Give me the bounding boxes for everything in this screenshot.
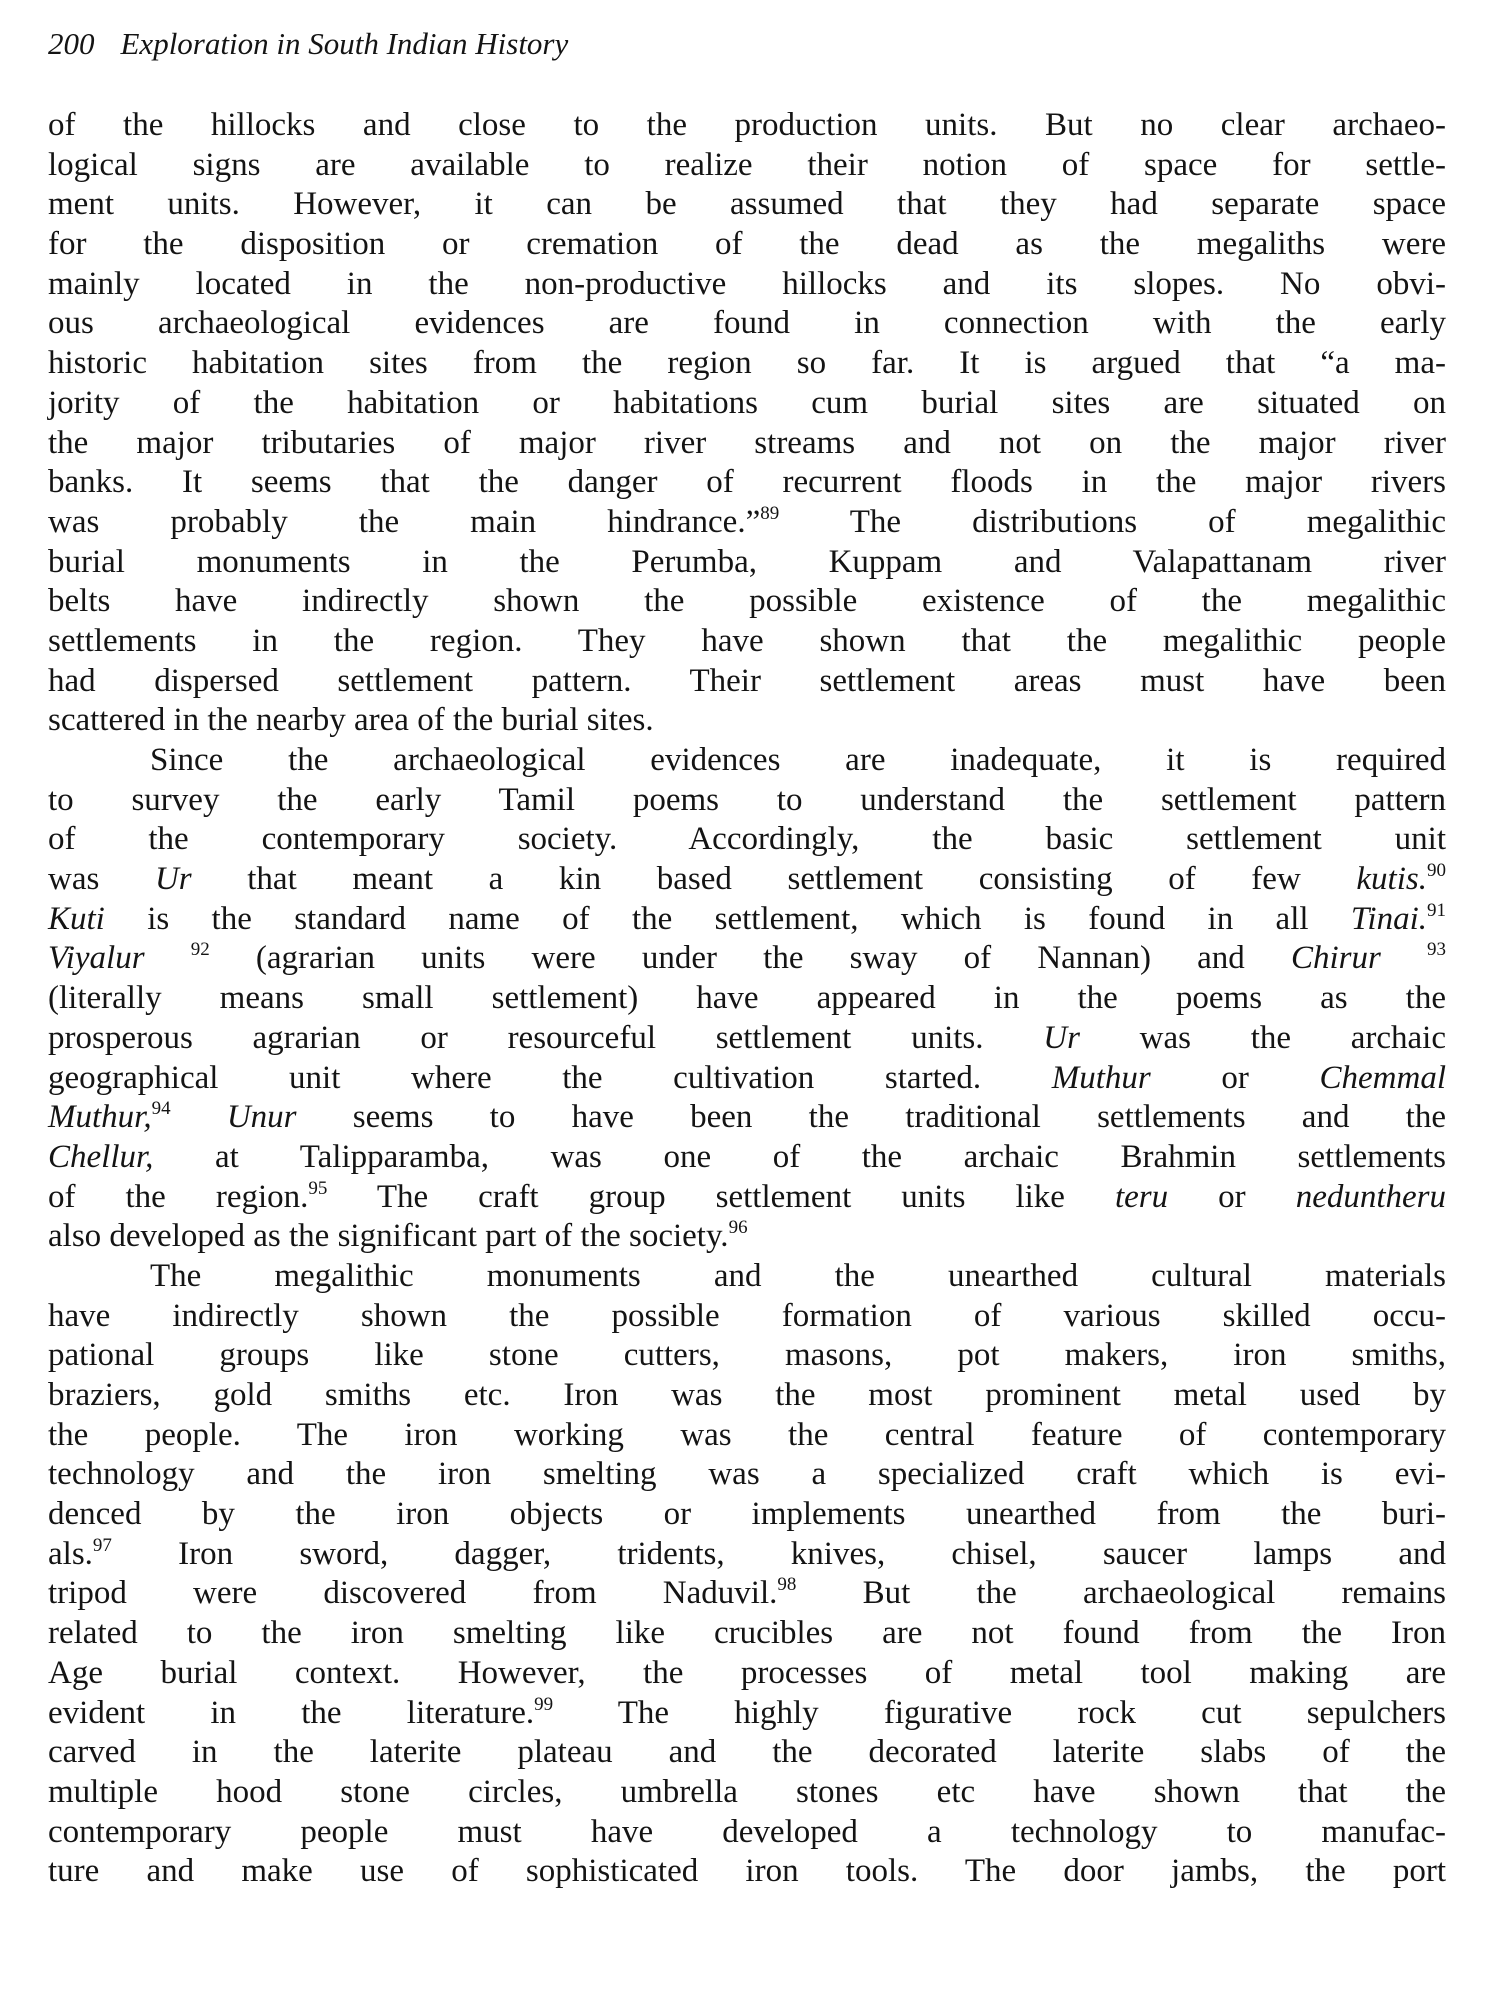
text-line: [48, 185, 1446, 225]
text-run: geographical unit where the cultivation started.: [48, 1059, 1052, 1096]
text-run: banks. It seems that the danger of recurrent floods in the major rivers: [48, 464, 1446, 501]
text-run: logical signs are available to realize their notion of space for settle-: [48, 146, 1446, 183]
italic-term: Ur: [1043, 1019, 1080, 1056]
text-run: for the disposition or cremation of the dead as the megaliths were: [48, 226, 1446, 263]
text-run: scattered in the nearby area of the burial sites.: [48, 702, 654, 739]
text-run: related to the iron smelting like crucibles are not found from the Iron: [48, 1615, 1446, 1652]
italic-term: Kuti: [48, 900, 105, 937]
text-run: also developed as the significant part of the society.: [48, 1218, 729, 1255]
text-line: [48, 424, 1446, 464]
text-run: the major tributaries of major river streams and not on the major river: [48, 424, 1446, 461]
text-run: or: [1150, 1059, 1320, 1096]
text-line: [48, 1852, 1446, 1892]
italic-term: Muthur,: [48, 1099, 152, 1136]
page-number: 200: [48, 26, 95, 61]
text-line: [48, 265, 1446, 305]
text-run: The craft group settlement units like: [327, 1178, 1115, 1215]
text-run: denced by the iron objects or implements unearthed from the buri-: [48, 1496, 1446, 1533]
text-line: [48, 463, 1446, 503]
text-line: [48, 1495, 1446, 1535]
text-line: [48, 939, 1446, 979]
text-line: [48, 1416, 1446, 1456]
text-run: to survey the early Tamil poems to understand the settlement pattern: [48, 781, 1446, 818]
text-line: [48, 1733, 1446, 1773]
footnote-ref: 97: [92, 1534, 112, 1556]
italic-term: Muthur: [1051, 1059, 1151, 1096]
footnote-ref: 92: [190, 939, 210, 961]
text-line: [48, 384, 1446, 424]
text-line: [48, 1336, 1446, 1376]
text-line: [48, 741, 1446, 781]
text-run: [1381, 940, 1427, 976]
text-line: [48, 860, 1446, 900]
text-line: [48, 662, 1446, 702]
body-text: [48, 106, 1446, 1892]
text-run: Age burial context. However, the processes of metal tool making are: [48, 1654, 1446, 1691]
text-line: [48, 543, 1446, 583]
footnote-ref: 91: [1427, 899, 1446, 921]
text-line: [48, 503, 1446, 543]
italic-term: Ur: [154, 861, 192, 898]
book-title: Exploration in South Indian History: [120, 26, 569, 61]
text-run: ture and make use of sophisticated iron tools. The door jambs, the port: [48, 1853, 1446, 1890]
text-run: is the standard name of the settlement, which is found in all: [104, 900, 1351, 937]
text-line: [48, 820, 1446, 860]
text-run: was probably the main hindrance.”: [48, 503, 761, 540]
text-run: jority of the habitation or habitations cum burial sites are situated on: [48, 384, 1446, 421]
text-line: [48, 1297, 1446, 1337]
text-run: prosperous agrarian or resourceful settlement units.: [48, 1019, 1044, 1056]
text-line: [48, 1178, 1446, 1218]
text-line: [48, 1773, 1446, 1813]
text-line: [48, 701, 1446, 741]
text-run: (agrarian units were under the sway of Nannan) and: [209, 940, 1291, 977]
text-line: [48, 1654, 1446, 1694]
text-run: or: [1168, 1178, 1296, 1215]
text-run: ment units. However, it can be assumed that they had separate space: [48, 186, 1446, 223]
text-run: seems to have been the traditional settlements and the: [296, 1099, 1446, 1136]
text-run: historic habitation sites from the region so far. It is argued that “a ma-: [48, 345, 1446, 382]
footnote-ref: 95: [308, 1177, 328, 1199]
running-head: [48, 26, 568, 62]
text-run: pational groups like stone cutters, masons, pot makers, iron smiths,: [48, 1337, 1446, 1374]
text-run: The highly figurative rock cut sepulchers: [553, 1694, 1446, 1731]
text-run: of the region.: [48, 1178, 309, 1215]
text-run: Since the archaeological evidences are inadequate, it is required: [150, 742, 1446, 778]
text-line: [48, 344, 1446, 384]
text-run: that meant a kin based settlement consisting of few: [191, 861, 1357, 898]
text-line: [48, 1614, 1446, 1654]
text-line: [48, 1217, 1446, 1257]
text-run: evident in the literature.: [48, 1694, 535, 1731]
text-run: But the archaeological remains: [796, 1575, 1446, 1612]
text-run: the people. The iron working was the central feature of contemporary: [48, 1416, 1446, 1453]
text-run: of the hillocks and close to the production units. But no clear archaeo-: [48, 107, 1446, 143]
footnote-ref: 89: [760, 502, 780, 524]
footnote-ref: 90: [1426, 860, 1446, 882]
text-run: als.: [48, 1535, 93, 1572]
italic-term: neduntheru: [1295, 1178, 1446, 1215]
text-run: contemporary people must have developed a technology to manufac-: [48, 1813, 1446, 1850]
text-line: [48, 1019, 1446, 1059]
text-line: [48, 979, 1446, 1019]
text-run: tripod were discovered from Naduvil.: [48, 1575, 778, 1612]
footnote-ref: 94: [151, 1098, 171, 1120]
text-line: [48, 781, 1446, 821]
italic-term: Viyalur: [48, 940, 145, 977]
text-run: multiple hood stone circles, umbrella stones etc have shown that the: [48, 1773, 1446, 1810]
text-line: [48, 1376, 1446, 1416]
text-run: was: [48, 861, 155, 898]
text-run: have indirectly shown the possible formation of various skilled occu-: [48, 1297, 1446, 1334]
text-line: [48, 304, 1446, 344]
text-run: belts have indirectly shown the possible existence of the megalithic: [48, 583, 1446, 620]
italic-term: Tinai.: [1350, 900, 1427, 937]
text-run: The megalithic monuments and the unearthed cultural materials: [150, 1257, 1446, 1294]
text-line: [48, 1813, 1446, 1853]
text-line: [48, 1455, 1446, 1495]
text-run: (literally means small settlement) have appeared in the poems as the: [48, 980, 1446, 1017]
text-line: [48, 106, 1446, 146]
text-line: [48, 1694, 1446, 1734]
text-line: [48, 146, 1446, 186]
text-line: [48, 1138, 1446, 1178]
text-run: [171, 1099, 227, 1135]
italic-term: kutis.: [1356, 861, 1427, 898]
text-run: Iron sword, dagger, tridents, knives, chisel, saucer lamps and: [111, 1535, 1446, 1572]
text-line: [48, 1574, 1446, 1614]
italic-term: Unur: [226, 1099, 297, 1136]
text-run: The distributions of megalithic: [779, 503, 1447, 540]
text-run: settlements in the region. They have shown that the megalithic people: [48, 622, 1446, 659]
text-run: technology and the iron smelting was a specialized craft which is evi-: [48, 1456, 1446, 1493]
text-line: [48, 1098, 1446, 1138]
text-run: of the contemporary society. Accordingly, the basic settlement unit: [48, 821, 1446, 858]
text-run: ous archaeological evidences are found in connection with the early: [48, 305, 1446, 342]
text-line: [48, 582, 1446, 622]
text-run: at Talipparamba, was one of the archaic Brahmin settlements: [153, 1138, 1446, 1175]
text-line: [48, 1535, 1446, 1575]
text-run: burial monuments in the Perumba, Kuppam and Valapattanam river: [48, 543, 1446, 580]
italic-term: Chemmal: [1319, 1059, 1446, 1096]
footnote-ref: 99: [534, 1693, 554, 1715]
text-run: carved in the laterite plateau and the decorated laterite slabs of the: [48, 1734, 1446, 1771]
italic-term: Chellur,: [48, 1138, 154, 1175]
text-run: had dispersed settlement pattern. Their settlement areas must have been: [48, 662, 1446, 699]
text-run: [145, 940, 191, 976]
italic-term: teru: [1114, 1178, 1169, 1215]
footnote-ref: 93: [1427, 939, 1447, 961]
text-line: [48, 622, 1446, 662]
text-run: mainly located in the non-productive hillocks and its slopes. No obvi-: [48, 265, 1446, 302]
text-run: was the archaic: [1079, 1019, 1446, 1056]
text-run: braziers, gold smiths etc. Iron was the most prominent metal used by: [48, 1377, 1446, 1413]
text-line: [48, 1059, 1446, 1099]
text-line: [48, 900, 1446, 940]
footnote-ref: 96: [728, 1217, 748, 1239]
italic-term: Chirur: [1290, 940, 1381, 977]
text-line: [48, 225, 1446, 265]
text-line: [48, 1257, 1446, 1297]
footnote-ref: 98: [777, 1574, 797, 1596]
